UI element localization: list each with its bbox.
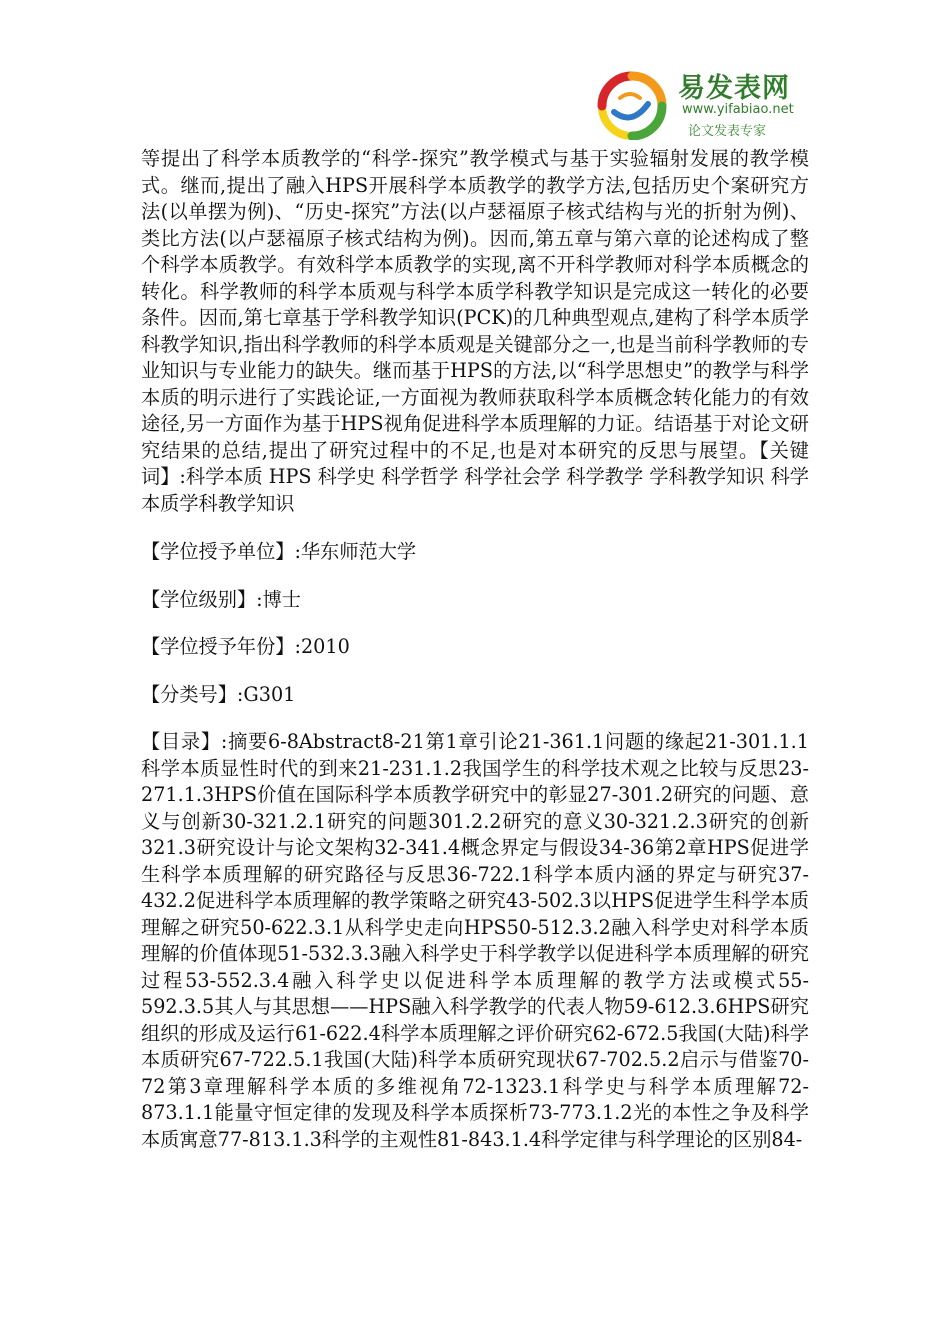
meta-label: 【分类号】:	[141, 682, 244, 706]
degree-institution	[141, 539, 809, 566]
meta-label: 【学位级别】:	[141, 587, 263, 611]
toc-text: 摘要6-8Abstract8-21第1章引论21-361.1问题的缘起21-301.1.1科学本质显性时代的到来21-231.1.2我国学生的科学技术观之比较与反思23-271.1.3HPS价值在国际科学本质教学研究中的彰显27-301.2研究的问题、意义与创新30-321.2.1研究的问题301.2.2研究的意义30-321.2.3研究的创新321.3研究设计与论文架构32-341.4概念界定与假设34-36第2章HPS促进学生科学本质理解的研究路径与反思36-722.1科学本质内涵的界定与研究37-432.2促进科学本质理解的教学策略之研究43-502.3以HPS促进学生科学本质理解之研究50-622.3.1从科学史走向HPS50-512.3.2融入科学史对科学本质理解的价值体现51-532.3.3融入科学史于科学教学以促进科学本质理解的研究过程53-552.3.4融入科学史以促进科学本质理解的教学方法或模式55-592.3.5其人与其思想——HPS融入科学教学的代表人物59-612.3.6HPS研究组织的形成及运行61-622.4科学本质理解之评价研究62-672.5我国(大陆)科学本质研究67-722.5.1我国(大陆)科学本质研究现状67-702.5.2启示与借鉴70-72第3章理解科学本质的多维视角72-1323.1科学史与科学本质理解72-873.1.1能量守恒定律的发现及科学本质探析73-773.1.2光的本性之争及科学本质寓意77-813.1.3科学的主观性81-843.1.4科学定律与科学理论的区别84-	[141, 730, 809, 1151]
meta-value: 华东师范大学	[300, 540, 417, 563]
meta-label: 【学位授予年份】:	[141, 635, 301, 658]
meta-label: 【学位授予单位】:	[141, 540, 301, 563]
meta-value: G301	[243, 682, 296, 706]
site-logo[interactable]	[592, 66, 812, 144]
meta-value: 博士	[262, 587, 301, 611]
table-of-contents	[141, 729, 809, 1153]
document-body	[141, 146, 809, 1153]
degree-year	[141, 634, 809, 661]
abstract-paragraph: 等提出了科学本质教学的“科学-探究”教学模式与基于实验辐射发展的教学模式。继而,提出了融入HPS开展科学本质教学的教学方法,包括历史个案研究方法(以单摆为例)、“历史-探究”方法(以卢瑟福原子核式结构与光的折射为例)、类比方法(以卢瑟福原子核式结构为例)。因而,第五章与第六章的论述构成了整个科学本质教学。有效科学本质教学的实现,离不开科学教师对科学本质概念的转化。科学教师的科学本质观与科学本质学科教学知识是完成这一转化的必要条件。因而,第七章基于学科教学知识(PCK)的几种典型观点,建构了科学本质学科教学知识,指出科学教师的科学本质观是关键部分之一,也是当前科学教师的专业知识与专业能力的缺失。继而基于HPS的方法,以“科学思想史”的教学与科学本质的明示进行了实践论证,一方面视为教师获取科学本质概念转化能力的有效途径,另一方面作为基于HPS视角促进科学本质理解的力证。结语基于对论文研究结果的总结,提出了研究过程中的不足,也是对本研究的反思与展望。【关键词】:科学本质 HPS 科学史 科学哲学 科学社会学 科学教学 学科教学知识 科学本质学科教学知识	[141, 147, 809, 515]
logo-name: 易发表网	[678, 73, 790, 104]
classification-number	[141, 682, 809, 709]
toc-label: 【目录】:	[141, 730, 228, 753]
logo-swirl-icon	[592, 68, 672, 140]
degree-level	[141, 587, 809, 614]
logo-url[interactable]: www.yifabiao.net	[682, 102, 794, 117]
logo-slogan: 论文发表专家	[688, 124, 767, 139]
meta-value: 2010	[300, 635, 350, 658]
